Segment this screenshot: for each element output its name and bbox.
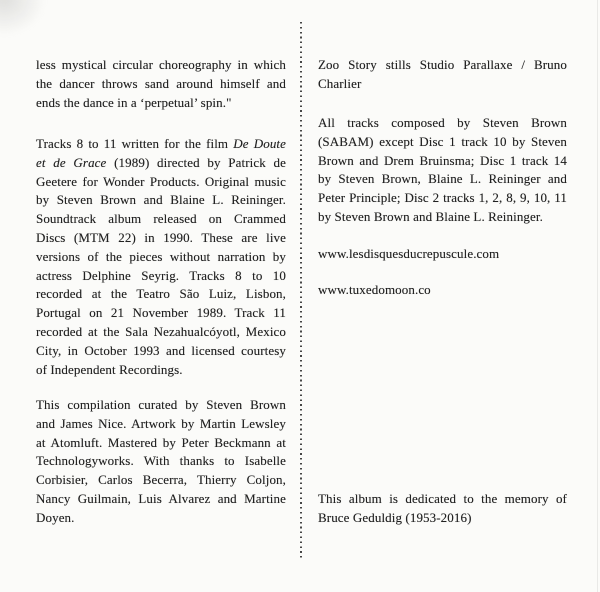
text-line: Tracks 8 to 11 written for the film De Doute xyxy=(36,136,287,151)
text-line: ends the dance in a ‘perpetual’ spin." xyxy=(36,94,232,110)
text-line: less mystical circular choreography in which xyxy=(36,57,286,72)
text-line: Doyen. xyxy=(36,509,75,525)
text-line: et de Grace (1989) directed by Patrick de xyxy=(36,154,286,170)
label-crepuscule-url xyxy=(318,245,567,264)
text-line: Soundtrack album released on Crammed xyxy=(36,211,286,227)
text-line: Charlier xyxy=(318,75,362,91)
text-line: by Steven Brown and Blaine L. Reininger. xyxy=(318,208,543,224)
text-line: Geetere for Wonder Products. Original music xyxy=(36,173,286,189)
text-line: Discs (MTM 22) in 1990. These are live xyxy=(36,229,286,245)
text-line: All tracks composed by Steven Brown xyxy=(318,115,567,130)
text-line: by Steven Brown and Blaine L. Reininger. xyxy=(36,192,286,208)
text-line: and James Nice. Artwork by Martin Lewsley xyxy=(36,415,286,431)
text-line: Corbisier, Carlos Becerra, Thierry Coljon, xyxy=(36,472,286,488)
text-line: versions of the pieces without narration by xyxy=(36,248,286,264)
text-line: Portugal on 21 November 1989. Track 11 xyxy=(36,305,286,321)
right-column xyxy=(318,0,567,592)
text-line: This compilation curated by Steven Brown xyxy=(36,397,286,412)
text-line: Zoo Story stills Studio Parallaxe / Bruno xyxy=(318,57,567,72)
text-line: recorded at the Teatro São Luiz, Lisbon, xyxy=(36,286,286,302)
text-line: Peter Principle; Disc 2 tracks 1, 2, 8, 9, 10, 11 xyxy=(318,190,567,206)
paragraph-compilation-credits xyxy=(36,396,286,528)
text-line: Nancy Guilmain, Luis Alvarez and Martine xyxy=(36,490,286,506)
column-divider-dotted-line xyxy=(300,22,302,559)
paragraph-film-credits xyxy=(36,135,286,379)
paragraph-composer-credits xyxy=(318,114,567,227)
text-line: This album is dedicated to the memory of xyxy=(318,491,567,506)
scan-artifact-right-edge xyxy=(597,0,598,592)
text-line: recorded at the Sala Nezahualcóyotl, Mexico xyxy=(36,323,286,339)
text-line: at Atomluft. Mastered by Peter Beckmann at xyxy=(36,434,286,450)
text-line: (SABAM) except Disc 1 track 10 by Steven xyxy=(318,133,567,149)
label-tuxedomoon-url xyxy=(318,281,567,300)
text-line: Bruce Geduldig (1953-2016) xyxy=(318,509,472,525)
text-line: Technologyworks. With thanks to Isabelle xyxy=(36,453,286,469)
text-line: Brown and Drem Bruinsma; Disc 1 track 14 xyxy=(318,152,567,168)
left-column xyxy=(36,0,286,592)
text-line: by Steven Brown, Blaine L. Reininger and xyxy=(318,171,567,187)
paragraph-quote-continuation xyxy=(36,56,286,112)
text-line: www.tuxedomoon.co xyxy=(318,282,431,297)
text-line: of Independent Recordings. xyxy=(36,361,183,377)
text-line: actress Delphine Seyrig. Tracks 8 to 10 xyxy=(36,267,286,283)
text-line: the dancer throws sand around himself and xyxy=(36,75,286,91)
paragraph-dedication xyxy=(318,490,567,528)
text-line: www.lesdisquesducrepuscule.com xyxy=(318,246,500,261)
text-line: City, in October 1993 and licensed courtesy xyxy=(36,342,286,358)
paragraph-photo-credit xyxy=(318,56,567,94)
